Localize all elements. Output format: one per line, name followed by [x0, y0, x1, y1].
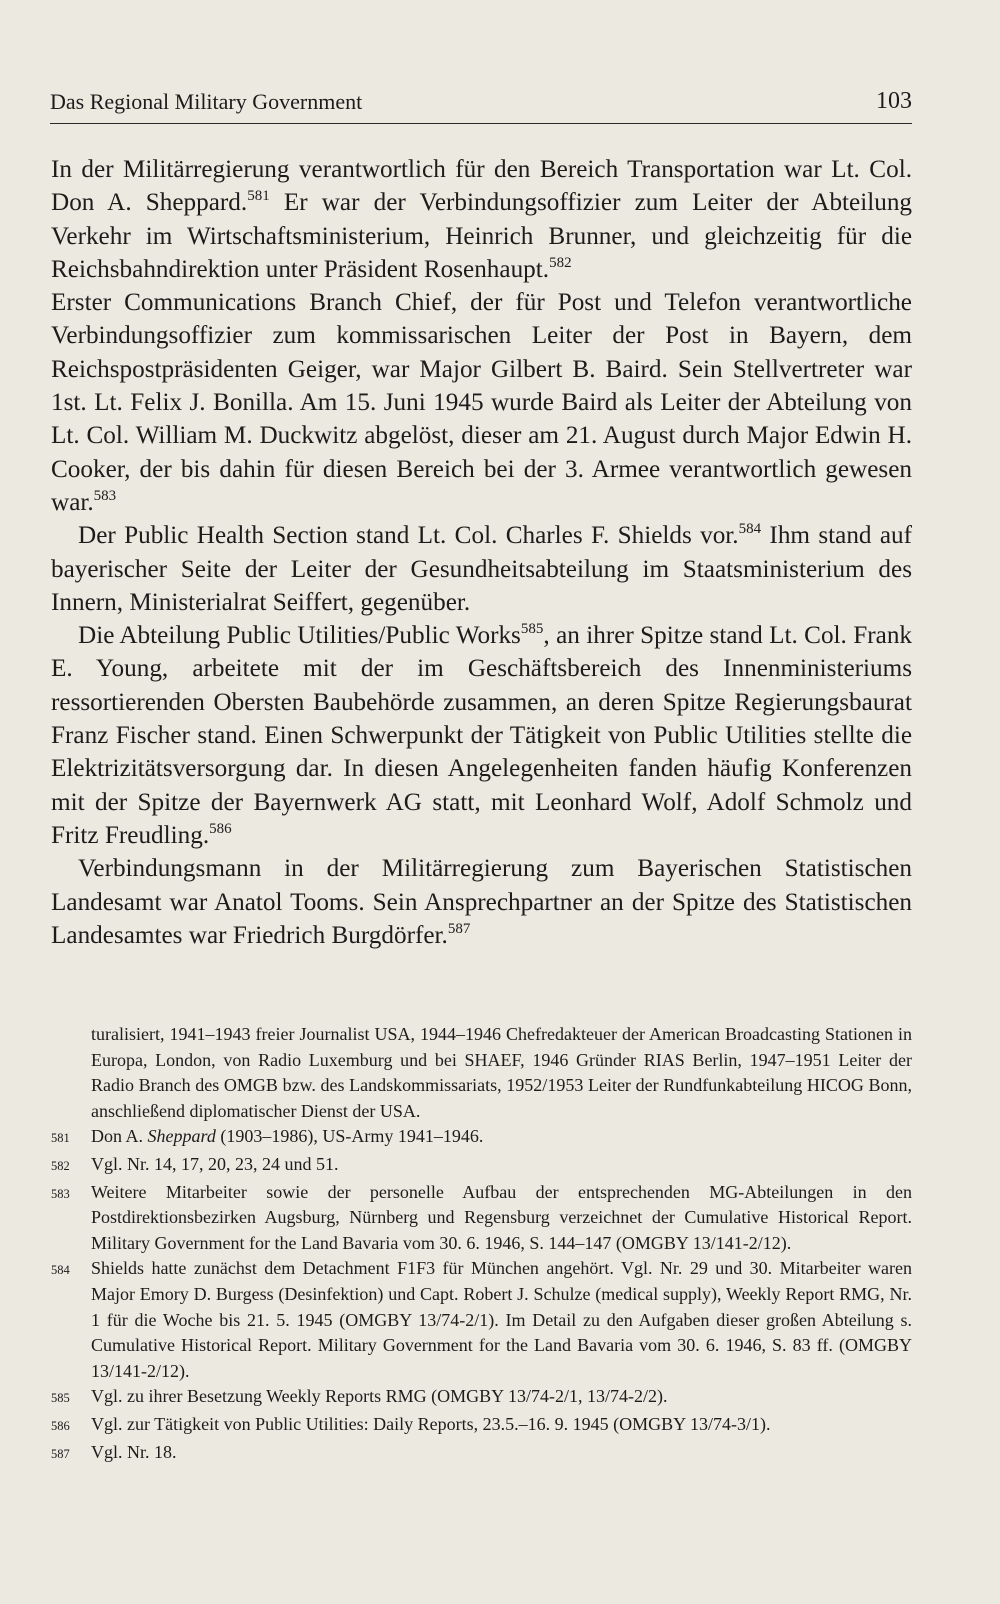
- paragraph-5: [51, 852, 912, 952]
- paragraph-1: [51, 153, 912, 286]
- footnote-number: 585: [51, 1391, 70, 1406]
- footnote-number: 587: [51, 1446, 70, 1461]
- paragraph-1-text-b: Er war der Verbindungsoffizier zum Leiter der Abteilung Verkehr im Wirtschaftsministerium, Heinrich Brunner, und gleichzeitig für die Reichsbahndirektion unter Präsident Rosenhaupt.: [51, 189, 913, 283]
- footnote-text: Weitere Mitarbeiter sowie der personelle Aufbau der entsprechenden MG-Abteilungen in den Postdirektionsbezirken Augsburg, Nürnberg und Regensburg verzeichnet der Cumulative Historical Report. Military Government for the Land Bavaria vom 30. 6. 1946, S. 144–147 (OMGBY 13/141-2/12).: [91, 1181, 912, 1253]
- footnote-ref-584: 584: [738, 521, 762, 538]
- footnote-text: Vgl. Nr. 14, 17, 20, 23, 24 und 51.: [91, 1153, 339, 1174]
- footnote-text-part: Don A.: [91, 1126, 148, 1147]
- paragraph-3: [51, 519, 912, 619]
- paragraph-4: [51, 619, 912, 852]
- paragraph-2-text: Erster Communications Branch Chief, der für Post und Telefon verantwortliche Verbindungsoffizier zum kommissarischen Leiter der Post in Bayern, dem Reichspostpräsidenten Geiger, war Major Gilbert B. Baird. Sein Stellvertreter war 1st. Lt. Felix J. Bonilla. Am 15. Juni 1945 wurde Baird als Leiter der Abteilung von Lt. Col. William M. Duckwitz abgelöst, dieser am 21. August durch Major Edwin H. Cooker, der bis dahin für diesen Bereich bei der 3. Armee verantwortlich gewesen war.: [51, 289, 912, 516]
- footnote-581: [51, 1124, 912, 1152]
- footnote-582: [51, 1152, 912, 1180]
- footnote-ref-583: 583: [93, 487, 117, 504]
- footnotes: [51, 1022, 912, 1467]
- running-header: [50, 88, 912, 124]
- footnote-587: [51, 1440, 912, 1468]
- body-text: [51, 153, 912, 952]
- running-title: Das Regional Military Government: [50, 89, 363, 114]
- footnote-text: Vgl. zu ihrer Besetzung Weekly Reports RMG (OMGBY 13/74-2/1, 13/74-2/2).: [91, 1386, 668, 1407]
- footnote-585: [51, 1384, 912, 1412]
- footnote-ref-581: 581: [247, 188, 270, 205]
- paragraph-5-text: Verbindungsmann in der Militärregierung zum Bayerischen Statistischen Landesamt war Anatol Tooms. Sein Ansprechpartner an der Spitze des Statistischen Landesamtes war Friedrich Burgdörfer.: [51, 855, 912, 949]
- paragraph-3-text-b: Ihm stand auf bayerischer Seite der Leiter der Gesundheitsabteilung im Staatsministerium des Innern, Ministerialrat Seiffert, gegenüber.: [51, 522, 913, 616]
- footnote-ref-587: 587: [447, 920, 471, 937]
- footnote-ref-586: 586: [209, 820, 232, 837]
- footnote-text-part: (1903–1986), US-Army 1941–1946.: [215, 1126, 484, 1147]
- page-number: 103: [876, 88, 912, 114]
- paragraph-4-text-a: Die Abteilung Public Utilities/Public Works: [78, 622, 521, 650]
- footnote-text: Shields hatte zunächst dem Detachment F1F3 für München angehört. Vgl. Nr. 29 und 30. Mitarbeiter waren Major Emory D. Burgess (Desinfektion) und Capt. Robert J. Schulze (medical supply), Weekly Report RMG, Nr. 1 für die Woche bis 21. 5. 1945 (OMGBY 13/74-2/1). Im Detail zu den Aufgaben dieser großen Abteilung s. Cumulative Historical Report. Military Government for the Land Bavaria vom 30. 6. 1946, S. 83 ff. (OMGBY 13/141-2/12).: [91, 1258, 912, 1381]
- footnote-ref-582: 582: [549, 254, 572, 271]
- footnote-continuation: turalisiert, 1941–1943 freier Journalist USA, 1944–1946 Chefredakteuer der American Broadcasting Stationen in Europa, London, von Radio Luxemburg und bei SHAEF, 1946 Gründer RIAS Berlin, 1947–1951 Leiter der Radio Branch des OMGB bzw. des Landskommissariats, 1952/1953 Leiter der Rundfunkabteilung HICOG Bonn, anschließend diplomatischer Dienst der USA.: [91, 1024, 912, 1121]
- paragraph-3-text-a: Der Public Health Section stand Lt. Col. Charles F. Shields vor.: [78, 522, 739, 550]
- footnote-number: 582: [51, 1158, 70, 1173]
- footnote-text: Vgl. Nr. 18.: [91, 1441, 177, 1462]
- footnote-italic-name: Sheppard: [147, 1126, 216, 1147]
- footnote-586: [51, 1412, 912, 1440]
- footnote-number: 583: [51, 1186, 70, 1201]
- footnote-text: Vgl. zur Tätigkeit von Public Utilities: Daily Reports, 23.5.–16. 9. 1945 (OMGBY 13/74-3/1).: [91, 1413, 771, 1434]
- paragraph-2: [51, 286, 912, 519]
- footnote-number: 586: [51, 1418, 70, 1433]
- footnote-583: [51, 1180, 912, 1257]
- footnote-text: [91, 1124, 912, 1152]
- footnote-ref-585: 585: [520, 621, 544, 638]
- footnote-584: [51, 1256, 912, 1384]
- footnote-number: 584: [51, 1263, 70, 1278]
- paragraph-1-text-a: In der Militärregierung verantwortlich für den Bereich Transportation war Lt. Col. Don A. Sheppard.: [51, 156, 912, 217]
- footnote-number: 581: [51, 1131, 70, 1146]
- paragraph-4-text-b: , an ihrer Spitze stand Lt. Col. Frank E. Young, arbeitete mit der im Geschäftsbereich des Innenministeriums ressortierenden Obersten Baubehörde zusammen, an deren Spitze Regierungsbaurat Franz Fischer stand. Einen Schwerpunkt der Tätigkeit von Public Utilities stellte die Elektrizitätsversorgung dar. In diesen Angelegenheiten fanden häufig Konferenzen mit der Spitze der Bayernwerk AG statt, mit Leonhard Wolf, Adolf Schmolz und Fritz Freudling.: [51, 622, 913, 849]
